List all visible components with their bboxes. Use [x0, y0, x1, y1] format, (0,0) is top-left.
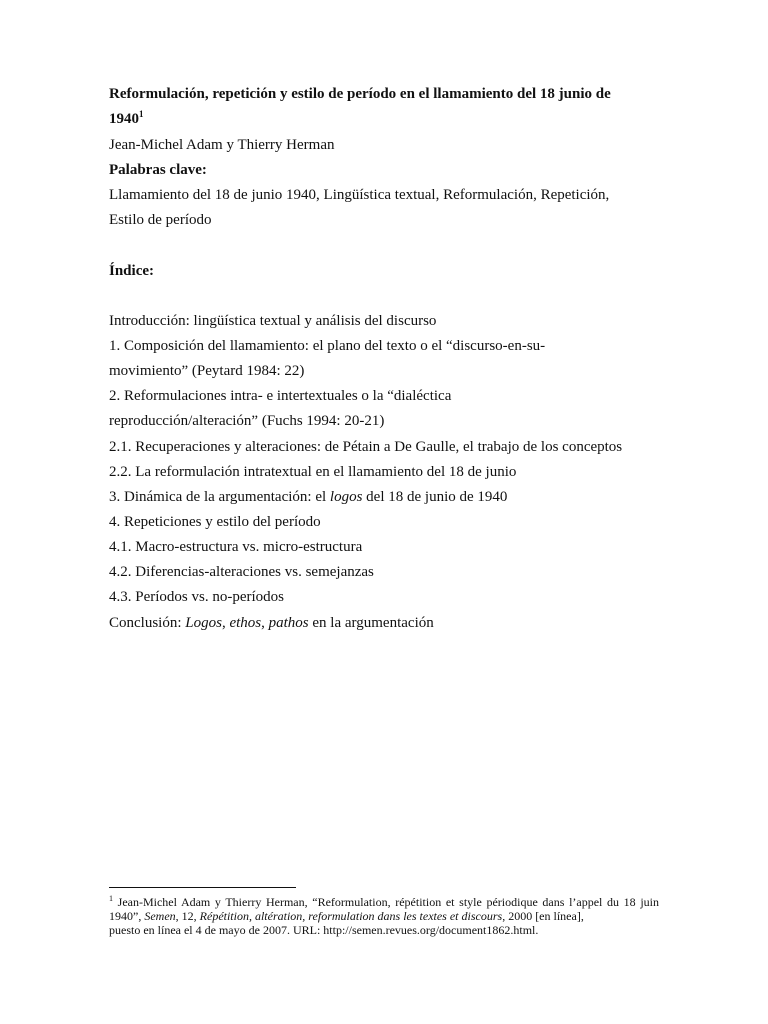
index-item-4-1: 4.1. Macro-estructura vs. micro-estructura: [109, 539, 363, 555]
document-title-continuation: [109, 109, 144, 129]
index-item-2-line-2: reproducción/alteración” (Fuchs 1994: 20-21): [109, 413, 385, 429]
conclusion-suffix: en la argumentación: [308, 615, 434, 631]
conclusion-logos: Logos: [185, 615, 222, 631]
document-title: [109, 84, 611, 104]
title-line-1: Reformulación, repetición y estilo de período en el llamamiento del 18 junio de: [109, 86, 611, 102]
index-item-3-suffix: del 18 de junio de 1940: [362, 489, 508, 505]
conclusion-separator-2: ,: [261, 615, 269, 631]
index-item-3: [109, 487, 507, 507]
footnote-body: [109, 895, 659, 923]
keywords-line-2: Estilo de período: [109, 212, 212, 228]
index-item-2-2: 2.2. La reformulación intratextual en el llamamiento del 18 de junio: [109, 464, 517, 480]
index-item-3-prefix: 3. Dinámica de la argumentación: el: [109, 489, 330, 505]
footnote-text-a: Jean-Michel Adam y Thierry Herman, “Reformulation, répétition et style périodique dans l’appel du 18 juin 1940”,: [109, 895, 659, 923]
authors: Jean-Michel Adam y Thierry Herman: [109, 137, 335, 153]
index-item-1-line-2: movimiento” (Peytard 1984: 22): [109, 363, 305, 379]
index-heading: Índice:: [109, 263, 154, 279]
conclusion-separator-1: ,: [221, 615, 230, 631]
index-item-intro: Introducción: lingüística textual y análisis del discurso: [109, 313, 437, 329]
index-item-4: 4. Repeticiones y estilo del período: [109, 514, 321, 530]
keywords-heading: Palabras clave:: [109, 162, 207, 178]
footnote-reference[interactable]: 1: [139, 109, 144, 119]
index-item-1-line-1: 1. Composición del llamamiento: el plano del texto o el “discurso-en-su-: [109, 338, 546, 354]
footnote-journal: Semen: [144, 909, 176, 923]
title-line-2: 1940: [109, 111, 139, 127]
footnote-issue-title: Répétition, altération, reformulation dans les textes et discours: [199, 909, 503, 923]
footnote-separator: [109, 887, 296, 888]
footnote: [109, 895, 659, 937]
footnote-mark: 1: [109, 894, 113, 903]
conclusion-ethos: ethos: [229, 615, 262, 631]
conclusion-pathos: pathos: [268, 615, 309, 631]
index-item-4-3: 4.3. Períodos vs. no-períodos: [109, 589, 284, 605]
index-item-3-italic: logos: [329, 489, 363, 505]
index-item-2-1: 2.1. Recuperaciones y alteraciones: de Pétain a De Gaulle, el trabajo de los conceptos: [109, 439, 623, 455]
footnote-line-3: puesto en línea el 4 de mayo de 2007. URL: http://semen.revues.org/document1862.html.: [109, 923, 539, 937]
footnote-text-b: , 12,: [175, 909, 200, 923]
conclusion-prefix: Conclusión:: [109, 615, 186, 631]
footnote-text-c: , 2000 [en línea],: [502, 909, 584, 923]
index-item-2-line-1: 2. Reformulaciones intra- e intertextuales o la “dialéctica: [109, 388, 452, 404]
index-item-4-2: 4.2. Diferencias-alteraciones vs. semejanzas: [109, 564, 374, 580]
keywords-line-1: Llamamiento del 18 de junio 1940, Lingüística textual, Reformulación, Repetición,: [109, 187, 610, 203]
index-item-conclusion: [109, 613, 434, 633]
